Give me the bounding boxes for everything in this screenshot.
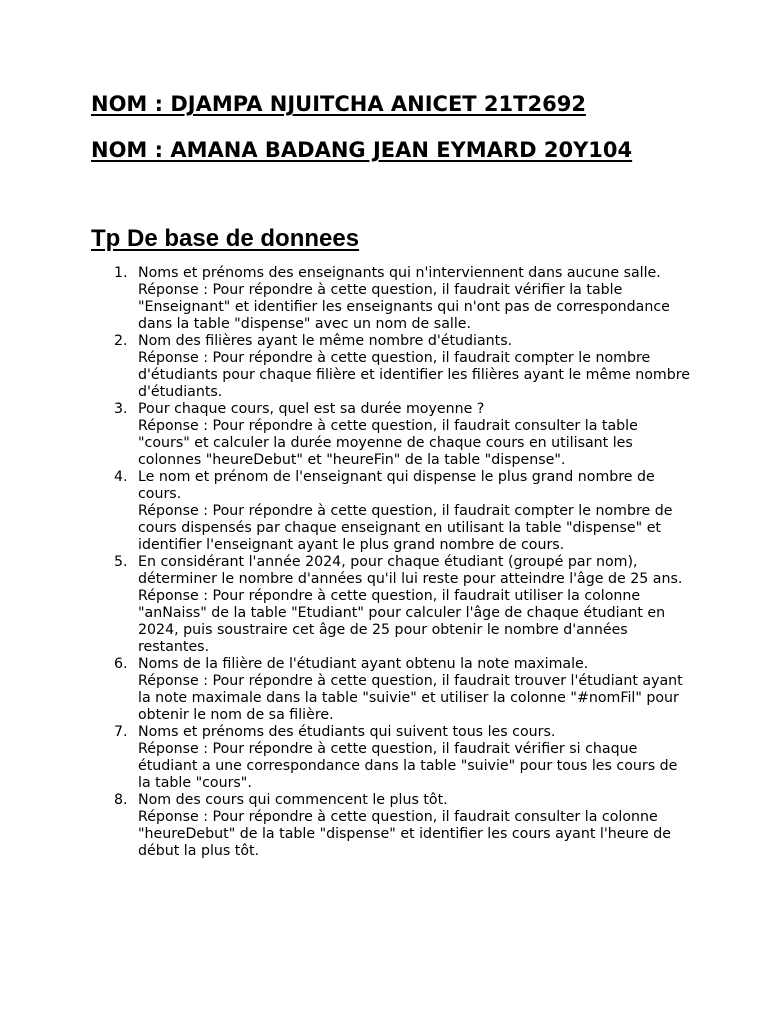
- question-text: Noms et prénoms des étudiants qui suivent tous les cours.: [138, 724, 556, 740]
- answer-text: Réponse : Pour répondre à cette question, il faudrait vérifier la table "Enseignant" et identifier les enseignants qui n'ont pas de correspondance dans la table "dispense" avec un nom de salle.: [138, 282, 670, 332]
- question-text: Noms de la filière de l'étudiant ayant obtenu la note maximale.: [138, 656, 589, 672]
- item-number: 1.: [114, 265, 128, 281]
- item-number: 4.: [114, 469, 128, 485]
- answer-text: Réponse : Pour répondre à cette question, il faudrait compter le nombre de cours dispensés par chaque enseignant en utilisant la table "dispense" et identifier l'enseignant ayant le plus grand nombre de cours.: [138, 503, 673, 553]
- list-item: [100, 656, 690, 724]
- answer-text: Réponse : Pour répondre à cette question, il faudrait utiliser la colonne "anNaiss" de la table "Etudiant" pour calculer l'âge de chaque étudiant en 2024, puis soustraire cet âge de 25 pour obtenir le nombre d'années restantes.: [138, 588, 666, 655]
- item-number: 8.: [114, 792, 128, 808]
- item-number: 3.: [114, 401, 128, 417]
- list-item: [100, 724, 690, 792]
- answer-text: Réponse : Pour répondre à cette question, il faudrait consulter la colonne "heureDebut" de la table "dispense" et identifier les cours ayant l'heure de début la plus tôt.: [138, 809, 671, 859]
- question-text: Pour chaque cours, quel est sa durée moyenne ?: [138, 401, 485, 417]
- item-number: 6.: [114, 656, 128, 672]
- list-item: [100, 792, 690, 860]
- question-list: [100, 265, 690, 860]
- item-number: 2.: [114, 333, 128, 349]
- item-number: 7.: [114, 724, 128, 740]
- answer-text: Réponse : Pour répondre à cette question, il faudrait trouver l'étudiant ayant la note maximale dans la table "suivie" et utiliser la colonne "#nomFil" pour obtenir le nom de sa filière.: [138, 673, 683, 723]
- list-item: [100, 401, 690, 469]
- question-text: Le nom et prénom de l'enseignant qui dispense le plus grand nombre de cours.: [138, 469, 655, 502]
- list-item: [100, 554, 690, 656]
- list-item: [100, 469, 690, 554]
- question-text: Noms et prénoms des enseignants qui n'interviennent dans aucune salle.: [138, 265, 661, 281]
- list-item: [100, 265, 690, 333]
- item-number: 5.: [114, 554, 128, 570]
- list-item: [100, 333, 690, 401]
- student-name-1: NOM : DJAMPA NJUITCHA ANICET 21T2692: [91, 92, 586, 116]
- student-name-2: NOM : AMANA BADANG JEAN EYMARD 20Y104: [91, 138, 633, 162]
- question-text: En considérant l'année 2024, pour chaque étudiant (groupé par nom), déterminer le nombre d'années qu'il lui reste pour atteindre l'âge de 25 ans.: [138, 554, 683, 587]
- question-text: Nom des cours qui commencent le plus tôt.: [138, 792, 448, 808]
- answer-text: Réponse : Pour répondre à cette question, il faudrait consulter la table "cours" et calculer la durée moyenne de chaque cours en utilisant les colonnes "heureDebut" et "heureFin" de la table "dispense".: [138, 418, 638, 468]
- answer-text: Réponse : Pour répondre à cette question, il faudrait vérifier si chaque étudiant a une correspondance dans la table "suivie" pour tous les cours de la table "cours".: [138, 741, 678, 791]
- question-text: Nom des filières ayant le même nombre d'étudiants.: [138, 333, 513, 349]
- answer-text: Réponse : Pour répondre à cette question, il faudrait compter le nombre d'étudiants pour chaque filière et identifier les filières ayant le même nombre d'étudiants.: [138, 350, 690, 400]
- document-title: Tp De base de donnees: [91, 225, 360, 252]
